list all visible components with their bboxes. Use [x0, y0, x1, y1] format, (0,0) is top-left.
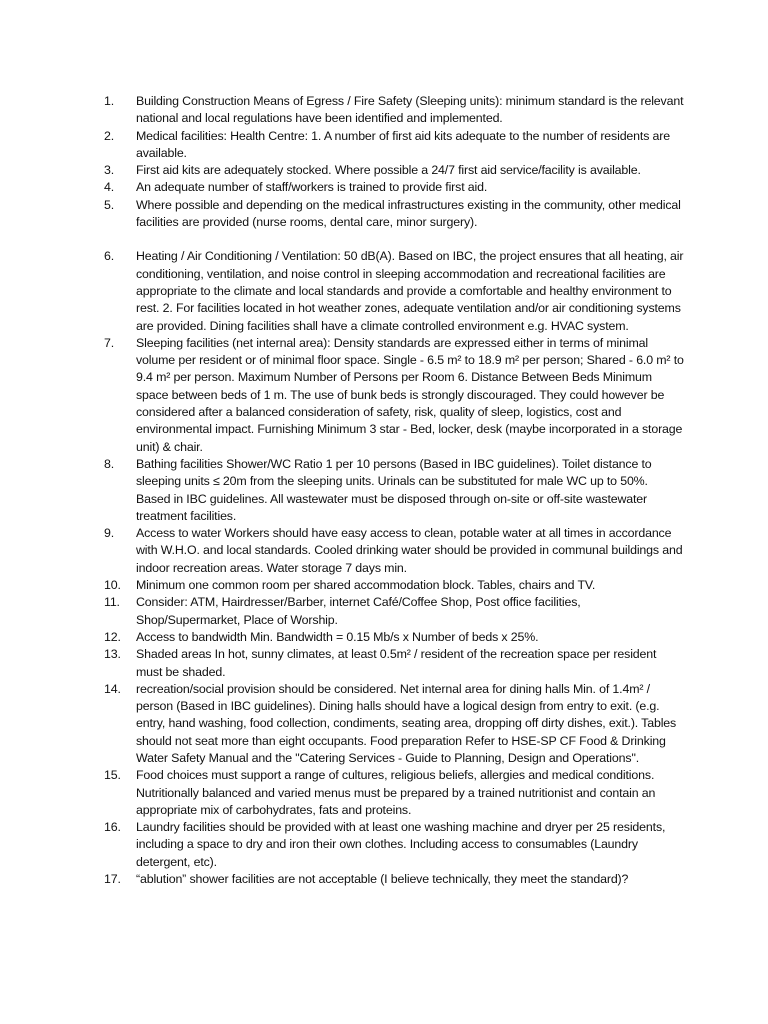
item-text: Laundry facilities should be provided with at least one washing machine and dryer per 25 residents, including a space to dry and iron their own clothes. Including access to consumables (Laundry detergent, etc). [136, 820, 666, 869]
item-number: 1. [104, 94, 115, 108]
item-number: 17. [104, 872, 121, 887]
item-text: An adequate number of staff/workers is trained to provide first aid. [136, 180, 488, 195]
item-text: Medical facilities: Health Centre: 1. A number of first aid kits adequate to the number of residents are available. [136, 128, 671, 160]
list-item [104, 681, 684, 767]
list-item [104, 248, 684, 334]
list-item [104, 594, 684, 629]
item-text: Bathing facilities Shower/WC Ratio 1 per 10 persons (Based in IBC guidelines). Toilet distance to sleeping units ≤ 20m from the sleeping units. Urinals can be substituted for male WC up to 50%. Based in IBC guidelines. All wastewater must be disposed through on-site or off-site wastewater treatment facilities. [136, 456, 652, 523]
item-number: 14. [104, 681, 121, 696]
item-number: 12. [104, 629, 121, 644]
item-text: Food choices must support a range of cultures, religious beliefs, allergies and medical conditions. Nutritionally balanced and varied menus must be prepared by a trained nutritionist and contain an appropriate mix of carbohydrates, fats and proteins. [136, 768, 656, 817]
list-item [104, 162, 684, 179]
item-number: 3. [104, 163, 115, 178]
list-item [104, 819, 684, 871]
list-item [104, 197, 684, 232]
item-text: “ablution” shower facilities are not acceptable (I believe technically, they meet the standard)? [136, 872, 629, 887]
item-number: 9. [104, 526, 115, 541]
list-item [104, 179, 684, 196]
item-text: Minimum one common room per shared accommodation block. Tables, chairs and TV. [136, 578, 596, 593]
list-item [104, 93, 684, 128]
item-text: recreation/social provision should be considered. Net internal area for dining halls Min. of 1.4m² / person (Based in IBC guidelines). Dining halls should have a logical design from entry to exit. (e.g. entry, hand washing, food collection, condiments, seating area, dropping off dirty dishes, exit.). Tables should not seat more than eight occupants. Food preparation Refer to HSE-SP CF Food & Drinking Water Safety Manual and the "Catering Services - Guide to Planning, Design and Operations". [136, 681, 677, 765]
item-number: 7. [104, 335, 115, 350]
item-number: 5. [104, 197, 115, 212]
list-item [104, 646, 684, 681]
requirements-list [104, 93, 684, 888]
item-text: Shaded areas In hot, sunny climates, at least 0.5m² / resident of the recreation space per resident must be shaded. [136, 647, 657, 679]
item-number: 10. [104, 578, 121, 593]
item-text: Access to bandwidth Min. Bandwidth = 0.15 Mb/s x Number of beds x 25%. [136, 629, 539, 644]
item-text: Access to water Workers should have easy access to clean, potable water at all times in accordance with W.H.O. and local standards. Cooled drinking water should be provided in communal buildings and indoor recreation areas. Water storage 7 days min. [136, 526, 683, 575]
item-number: 4. [104, 180, 115, 195]
item-text: First aid kits are adequately stocked. Where possible a 24/7 first aid service/facility is available. [136, 163, 641, 178]
item-number: 2. [104, 128, 115, 143]
item-number: 8. [104, 456, 115, 471]
list-item [104, 525, 684, 577]
item-text: Where possible and depending on the medical infrastructures existing in the community, other medical facilities are provided (nurse rooms, dental care, minor surgery). [136, 197, 681, 230]
list-item [104, 767, 684, 819]
item-number: 15. [104, 768, 121, 783]
item-number: 16. [104, 820, 121, 835]
item-text: Building Construction Means of Egress / Fire Safety (Sleeping units): minimum standard is the relevant national and local regulations have been identified and implemented. [136, 94, 684, 126]
list-item [104, 456, 684, 525]
item-number: 11. [104, 595, 120, 610]
item-text: Consider: ATM, Hairdresser/Barber, internet Café/Coffee Shop, Post office facilities, Shop/Supermarket, Place of Worship. [136, 595, 581, 627]
list-item [104, 629, 684, 646]
list-item [104, 871, 684, 888]
item-text: Heating / Air Conditioning / Ventilation: 50 dB(A). Based on IBC, the project ensures that all heating, air conditioning, ventilation, and noise control in sleeping accommodation and recreational facilities are appropriate to the climate and local standards and provide a comfortable and healthy environment to rest. 2. For facilities located in hot weather zones, adequate ventilation and/or air conditioning systems are provided. Dining facilities shall have a climate controlled environment e.g. HVAC system. [136, 249, 684, 333]
list-item [104, 128, 684, 163]
item-number: 6. [104, 249, 115, 264]
item-text: Sleeping facilities (net internal area): Density standards are expressed either in terms of minimal volume per resident or of minimal floor space. Single - 6.5 m² to 18.9 m² per person; Shared - 6.0 m² to 9.4 m² per person. Maximum Number of Persons per Room 6. Distance Between Beds Minimum space between beds of 1 m. The use of bunk beds is strongly discouraged. They could however be considered after a balanced consideration of safety, risk, quality of sleep, logistics, cost and environmental impact. Furnishing Minimum 3 star - Bed, locker, desk (maybe incorporated in a storage unit) & chair. [136, 335, 684, 454]
item-number: 13. [104, 647, 121, 662]
list-item [104, 335, 684, 456]
list-item [104, 577, 684, 594]
